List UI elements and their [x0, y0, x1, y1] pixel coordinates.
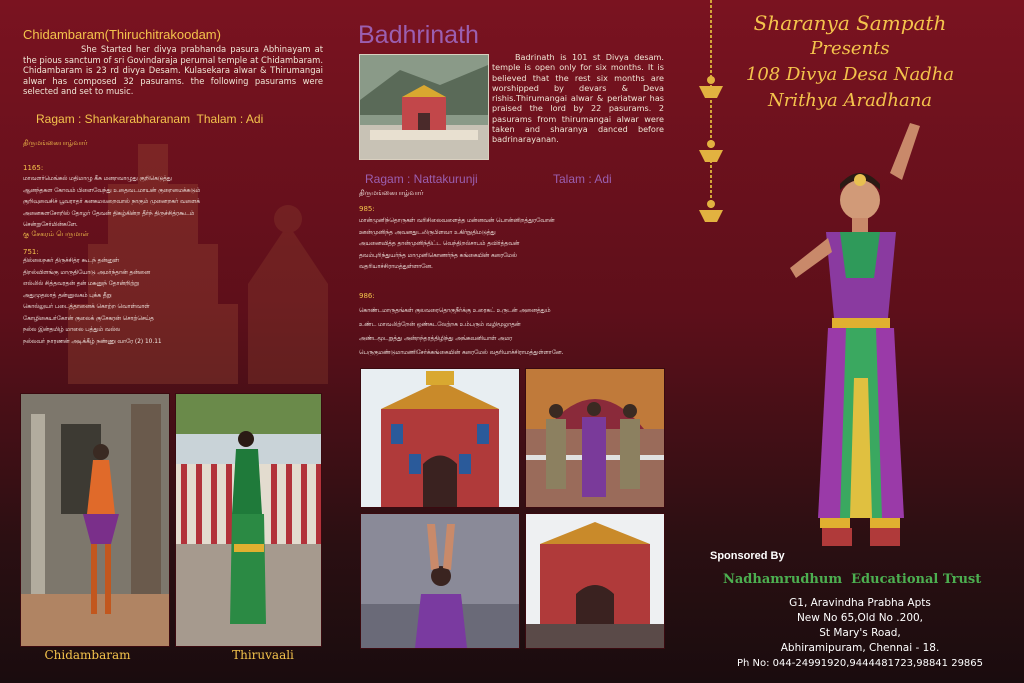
verse-line: நல்லவர் நாரணன் அடிக்கீழ் நண்ணு வாரே (2) 10.11 [23, 338, 162, 345]
verse-line: எல்லில் சித்தவரதன் தன் மகனுந் தோன்றிற்று [23, 281, 139, 287]
badhrinath-ragam: Ragam : Nattakurunji [365, 172, 478, 186]
verse-line: ஊன்முனிந்த அவனதுடலிருபிளவா உகிர்நுதிமடுத்து [359, 229, 496, 236]
title-block [730, 10, 970, 114]
temple-wall-illustration [176, 394, 321, 646]
badrinath-temple-illustration [360, 55, 488, 159]
address-line-3: St Mary's Road, [819, 627, 901, 639]
verse-number-1165: 1165: [23, 164, 44, 172]
presenter-name: Sharanya Sampath [753, 11, 947, 35]
middle-panel [355, 18, 670, 363]
chidambaram-intro: She Started her divya prabhanda pasura Abhinayam at the pious sanctum of sri Govindaraja perumal temple at Chidambaram. Chidambaram is 23 rd divya Desam. Kulasekara alwar & Thirumangai alwar has composed 32 pasurams. the following pasurams were selected and set to music. [23, 44, 323, 96]
sponsor-trust-name: Nadhamrudhum Educational Trust [723, 572, 982, 587]
temple-crowd-illustration [526, 514, 664, 648]
verse-number-751: 751: [23, 248, 39, 256]
verse-number-986: 986: [359, 292, 375, 300]
dancer-hands-raised-illustration [361, 514, 519, 648]
temple-pillars-illustration [21, 394, 169, 646]
verse-line: உண்ட மாவலிற்றேன் ஒண்கடலேற்றக உம்பரும் வழிமூழாதன் [359, 322, 521, 328]
verse-line: கோழிகையர்கோன் குலைக் குசேகரன் சொற்செய்த [23, 315, 154, 322]
badhrinath-intro: Badrinath is 101 st Divya desam. temple is open only for six months. It is believed that the rest six months are worshipped by devars & Deva rishis.Thirumangai alwar & periatwar has praised the lord by 22 pasurams. 2 pasurams from thirumangai alwar were taken and sharanya danced before badrinarayanan. [492, 52, 664, 145]
verse-line: சென்றுசேர்மின்களே. [23, 222, 78, 228]
chidambaram-heading: Chidambaram(Thiruchitrakoodam) [23, 27, 221, 42]
verse-751 [23, 256, 323, 348]
verse-line: அயனைவித்த தான்முனிந்திட்ட வெந்திறல்சாபம் தவிர்த்தவன் [359, 241, 520, 247]
badhrinath-talam: Talam : Adi [553, 172, 612, 186]
temple-facade-illustration [361, 369, 519, 507]
verse-line: அனைகளசோறில் தோழர் தேவன் திகழ்கின்ற தீர்ந் திருச்சித்ரகூடம் [23, 210, 195, 217]
event-title-line2: Nrithya Aradhana [767, 90, 933, 111]
alwar-name-badrinath: திருமங்கையாழ்வார் [359, 189, 424, 197]
verse-line: வதரியாச்சிராமத்துள்ளானே. [359, 264, 433, 270]
alwar-name-2: கு சேகரம் பெருமாள் [23, 230, 89, 238]
address-line-4: Abhiramipuram, Chennai - 18. [780, 642, 940, 654]
photo-badrinath-gopuram [360, 368, 520, 508]
caption-chidambaram: Chidambaram [44, 648, 131, 662]
chidambaram-ragam: Ragam : Shankarabharanam Thalam : Adi [36, 112, 264, 126]
verse-986 [359, 304, 664, 360]
verse-985 [359, 216, 664, 274]
verse-1165 [23, 174, 323, 232]
verse-line: கொண்டமாருதங்கள் குலவரைதொகுநீர்க்கு உரைகட் உருடன் அனைத்தும் [359, 308, 551, 314]
dancer-portrait-illustration [770, 118, 930, 558]
hanging-lamps-decoration [694, 0, 728, 230]
verse-line: தவம்புரிந்துயர்ந்த மாமுனிகொணர்ந்த கங்கையின் கரைமேல் [359, 252, 517, 259]
dancer-with-guards-illustration [526, 369, 664, 507]
photo-chidambaram-dancer [20, 393, 170, 647]
photo-dancer-at-badrinath [525, 368, 665, 508]
verse-line: மாவளர்மெங்கல் மதிமாழு கீசு மனறவாழுது குறிகெடுத்து [23, 176, 172, 182]
caption-thiruvaali: Thiruvaali [232, 648, 294, 662]
verse-line: பெருகுமண்டுமாமணிசேர்க்கங்கையின் கரைமேல் வதரியாச்சிராமத்துள்ளானே. [359, 350, 564, 356]
left-panel [18, 24, 330, 384]
phone-numbers: Ph No: 044-24991920,9444481723,98841 29865 [736, 658, 984, 669]
badhrinath-heading: Badhrinath [358, 21, 479, 49]
alwar-name-1: திருமங்கையாழ்வார் [23, 139, 88, 147]
verse-line: திறல்விளங்கு மாருதியோடு அமர்ந்தான் தன்னை [23, 269, 150, 276]
photo-thiruvaali-dancer [175, 393, 322, 647]
verse-line: நல்ல இன்தமிழ் மாலை பத்தும் வல்ல [23, 327, 121, 333]
photo-badrinath-crowd [525, 513, 665, 649]
sponsor-address [700, 596, 1020, 671]
verse-line: தில்லைநகர் திருச்சித்ர கூடந் தன்னுள் [23, 258, 119, 264]
verse-line: கொல்லுயர் படைத்தானைக் கொற்ற வொள்வாள் [23, 304, 150, 310]
address-line-2: New No 65,Old No .200, [796, 612, 924, 624]
sponsored-by-label: Sponsored By [710, 550, 785, 562]
verse-line: குறிவுவைசிச் பூவராதர் கனகமலறைவால் நாகும் முனைறகர் வளைக் [23, 199, 200, 205]
presents-label: Presents [810, 38, 890, 59]
event-title-line1: 108 Divya Desa Nadha [745, 64, 955, 85]
address-line-1: G1, Aravindha Prabha Apts [789, 597, 931, 609]
verse-line: ஆனந்தகள கோவம் பிளைவேந்து உதைவடமாயன் குறைமைக்கடும் [23, 187, 201, 194]
verse-line: அதுமுதலாத் தன்னுலகம் புக்க தீறு [23, 292, 112, 299]
verse-line: அண்டமூடறுத்து அன்றந்தரத்திழிந்து அங்கவனியாள் அமர [359, 336, 513, 342]
verse-line: மான்முனிந்தொருகள் வரிசிலைவளைத்த மன்னவன் பொன்னிறத்துரவோன் [359, 218, 555, 224]
photo-badrinath-temple [359, 54, 489, 160]
verse-number-985: 985: [359, 205, 375, 213]
photo-dancer-namaskaram [360, 513, 520, 649]
